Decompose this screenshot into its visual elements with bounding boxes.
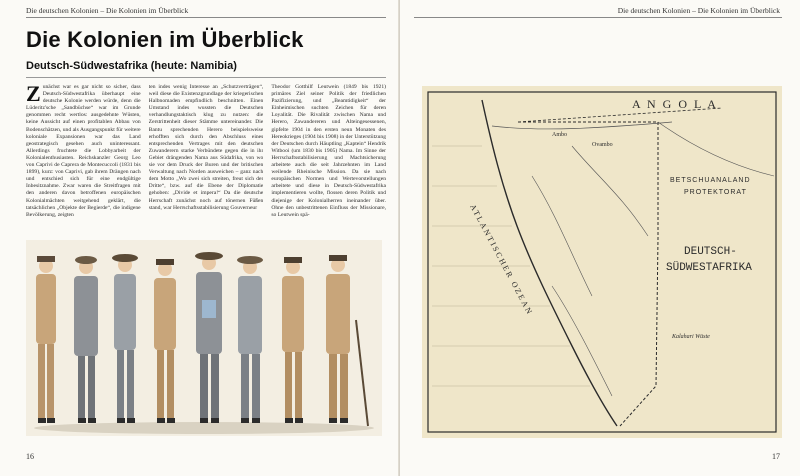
header-rule-left xyxy=(26,17,386,18)
running-head-left: Die deutschen Kolonien – Die Kolonien im Überblick xyxy=(26,6,189,15)
map-label-ocean: ATLANTISCHER OZEAN xyxy=(468,202,535,318)
body-columns xyxy=(26,84,386,232)
column-1-text: unächst war es gar nicht so sicher, dass Deutsch-Südwestafrika überhaupt eine deutsche Kolonie werden würde, denn die Lüderitz'sche „Sandbüchse“ war im Grunde genommen recht wertlos: ausgedehnte Wüsten, keine Aussicht auf einen profitablen Abbau von Bodenschätzen, und als Ausgangspunkt für weitere koloniale Expansionen war das Land geostrategisch gesehen auch uninteressant. Allerdings fruchtete die Lobbyarbeit der Kolonialenthusiasten. Reichskanzler Georg Leo von Caprivi de Caprera de Montecuccoli (1831 bis 1899), kurz: von Caprivi, gab ihrem Drängen nach und entschied sich für eine endgültige Inbesitznahme. Zwar waren die Streitfragen mit den anderen davon betroffenen europäischen Kolonialmächten weitgehend geklärt, die tatsächlichen „Objekte der Begierde“, die indigene Bevölkerung, zeigten xyxy=(26,84,141,218)
map-label-angola: A N G O L A xyxy=(632,97,718,111)
map-label-ovambo: Ovambo xyxy=(592,142,613,148)
body-column-3: Theodor Gotthilf Leutwein (1849 bis 1921) primäres Ziel seiner Politik der friedlichen Pazifizierung, und „Beamtidigkeit“ der Einheimischen suchten Zeichen für deren Loyalität. Die Rivalität zwischen Nama und Herero, Zawandereren und Alteingesessenen, gipfelte 1904 in den ersten neun Monaten des Hereokrieges (1904 bis 1908) in der Unterstützung der Deutschen durch Häuptling „Kaptein“ Hendrik Witbooi (um 1830 bis 1905) Nama. Im Sinne der Herrschaftsstabilisierung und Machtsicherung arbeitete auch die seit Jahrzehnten im Land weilende Rheinische Mission. Da sie nach europäischen Normen und Wertevorstellungen arbeitete und diese in Deutsch-Südwestafrika implementieren wollte, flossen deren Politik und diejenige der Kolonialherren ineinander über. Ohne den unbestrittenen Einfluss der Missionare, so Leutwein spä- xyxy=(271,84,387,218)
map-label-betschuanaland: BETSCHUANALAND xyxy=(670,177,751,184)
map-label-ambo: Ambo xyxy=(552,132,567,138)
colonial-map xyxy=(422,86,782,438)
running-head-right: Die deutschen Kolonien – Die Kolonien im Überblick xyxy=(617,6,780,15)
header-rule-right xyxy=(414,17,782,18)
drop-cap: Z xyxy=(26,84,41,106)
map-label-main-2: SÜDWESTAFRIKA xyxy=(666,262,752,274)
subtitle-rule xyxy=(26,77,386,78)
uniforms-illustration xyxy=(26,240,382,436)
section-subtitle: Deutsch-Südwestafrika (heute: Namibia) xyxy=(26,60,237,72)
map-label-desert: Kalahari Wüste xyxy=(672,334,710,340)
right-page xyxy=(400,0,800,476)
body-column-2: ten indes wenig Interesse an „Schutzverträgen“, weil diese die Existenzgrundlage der kriegerischen Halbnomaden empfindlich beschnitten. Einen Umstand indes wussten die Deutschen verhandlungstaktisch klug zu nutzen: die Zerstrittenheit dieser Stämme untereinander. Die Bantu sprechenden Herero beispielsweise erhofften sich durch den Abschluss eines entsprechenden Vertrages mit den deutschen Zuwanderern starke Verbündete gegen die in ihr Gebiet drängenden Nama aus Südafrika, von wo sie vor dem Druck der Buren und der britischen Verwaltung nach Norden ausweichen – ganz nach dem Motto „Wo zwei sich streiten, freut sich der Dritte“, bzw. auf die Ebene der Diplomatie gehoben: „Divide et impera!“ Da die deutsche Herrschaft zunächst noch auf tönernen Füßen stand, war Herrschaftsstabilisierung Gouverneur xyxy=(148,84,264,211)
page-title: Die Kolonien im Überblick xyxy=(26,27,304,52)
map-label-protektorat: PROTEKTORAT xyxy=(684,189,747,196)
map-label-main-1: DEUTSCH- xyxy=(684,246,737,258)
body-column-1 xyxy=(26,84,141,232)
page-number-right: 17 xyxy=(772,452,780,461)
page-number-left: 16 xyxy=(26,452,34,461)
